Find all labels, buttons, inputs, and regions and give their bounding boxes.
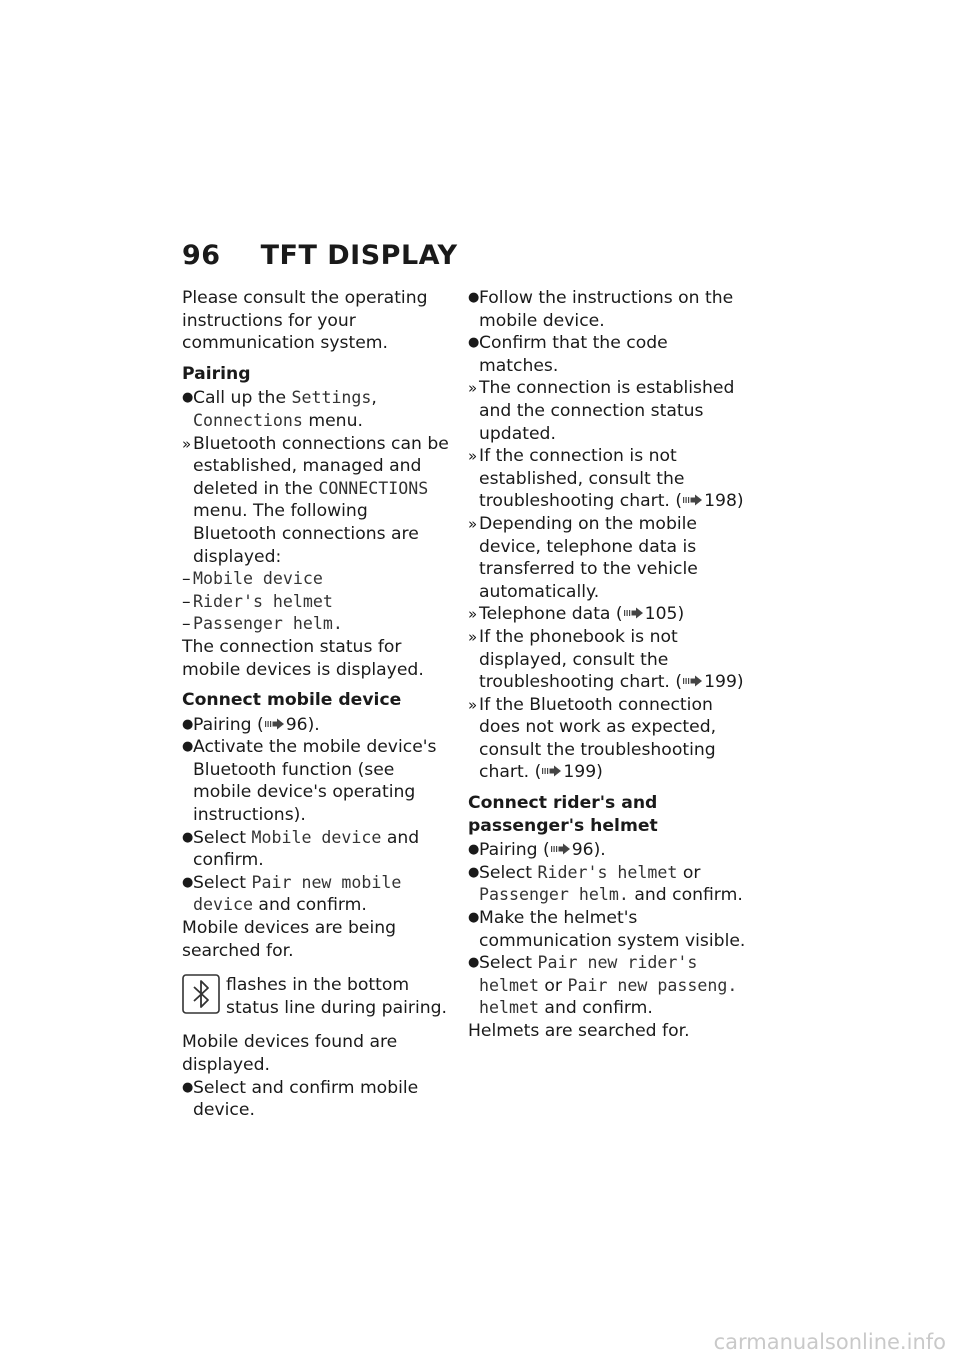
- result-arrow-icon: »: [468, 605, 478, 624]
- result-arrow-icon: »: [468, 695, 478, 714]
- result-item: » The connection is established and the connection status updated.: [468, 378, 735, 444]
- page-reference[interactable]: 198: [704, 491, 737, 512]
- bullet-icon: ●: [182, 874, 194, 890]
- page-reference[interactable]: 96: [571, 840, 594, 861]
- result-item: » Bluetooth connections can be established, managed and deleted in the CONNECTIONS menu. The following Bluetooth connections are displayed:: [182, 433, 449, 567]
- list-item: ● Pairing ( 96).: [182, 714, 320, 735]
- helmets-searching-note: Helmets are searched for.: [468, 1021, 690, 1041]
- section-heading-connect-mobile: Connect mobile device: [182, 690, 402, 711]
- result-item: » Depending on the mobile device, telephone data is transferred to the vehicle automatically.: [468, 513, 698, 602]
- result-arrow-icon: »: [468, 447, 478, 466]
- bluetooth-icon: [182, 974, 220, 1014]
- menu-term-settings: Settings: [291, 388, 372, 408]
- result-arrow-icon: »: [468, 514, 478, 533]
- arrow-reference-icon: [682, 675, 704, 687]
- result-item: » If the Bluetooth connection does not work as expected, consult the troubleshooting chart. ( 199): [468, 694, 717, 783]
- bullet-icon: ●: [468, 864, 480, 880]
- arrow-reference-icon: [541, 765, 563, 777]
- page-number: 96: [182, 240, 221, 271]
- bullet-icon: ●: [468, 910, 480, 926]
- menu-term: Passenger helm.: [479, 885, 629, 905]
- result-arrow-icon: »: [182, 434, 192, 453]
- result-item: » If the connection is not established, consult the troubleshooting chart. ( 198): [468, 446, 744, 512]
- result-item: » If the phonebook is not displayed, consult the troubleshooting chart. ( 199): [468, 626, 744, 693]
- bullet-icon: ●: [468, 955, 480, 971]
- page-reference[interactable]: 96: [285, 714, 308, 735]
- watermark: carmanualsonline.info: [713, 1330, 946, 1354]
- dash-list-item: – Mobile device: [182, 569, 323, 590]
- bullet-icon: ●: [468, 335, 480, 351]
- result-item: » Telephone data ( 105): [468, 604, 685, 625]
- dash-icon: –: [182, 569, 191, 590]
- bullet-icon: ●: [182, 1079, 194, 1095]
- page-header: [182, 240, 458, 271]
- dash-icon: –: [182, 591, 191, 612]
- dash-icon: –: [182, 614, 191, 635]
- result-arrow-icon: »: [468, 379, 478, 398]
- status-note: The connection status for mobile devices is displayed.: [182, 636, 424, 680]
- list-item: ● Pairing ( 96).: [468, 840, 606, 861]
- list-item: ● Make the helmet's communication system visible.: [468, 908, 746, 951]
- arrow-reference-icon: [550, 843, 572, 855]
- page-reference[interactable]: 199: [563, 762, 597, 783]
- left-column: [182, 287, 450, 1122]
- bullet-icon: ●: [182, 716, 194, 732]
- menu-term-connections-caps: CONNECTIONS: [318, 478, 429, 498]
- menu-term: Mobile device: [251, 827, 382, 847]
- list-item: ● Confirm that the code matches.: [468, 333, 668, 376]
- list-item: ● Select Pair new rider's helmet or Pair new passeng. helmet and confirm.: [468, 953, 738, 1019]
- bullet-icon: ●: [182, 390, 194, 406]
- bullet-icon: ●: [468, 290, 480, 305]
- page-title: TFT DISPLAY: [260, 240, 458, 271]
- menu-term: Pair new rider's helmet: [479, 953, 698, 995]
- list-item: ● Activate the mobile device's Bluetooth function (see mobile device's operating instructions).: [182, 737, 437, 826]
- section-heading-pairing: Pairing: [182, 363, 251, 384]
- arrow-reference-icon: [623, 607, 645, 619]
- menu-term: Pair new mobile device: [193, 872, 402, 915]
- list-item: ● Select and confirm mobile device.: [182, 1077, 419, 1121]
- page-reference[interactable]: 105: [644, 604, 678, 625]
- result-arrow-icon: »: [468, 627, 478, 646]
- list-item: ● Call up the Settings, Connections menu.: [182, 388, 377, 431]
- arrow-reference-icon: [682, 494, 704, 506]
- list-item: ● Select Rider's helmet or Passenger helm. and confirm.: [468, 862, 743, 906]
- menu-term: Pair new passeng. helmet: [479, 975, 738, 1018]
- right-column: [468, 287, 748, 1051]
- list-item: ● Select Pair new mobile device and confirm.: [182, 872, 402, 916]
- bullet-icon: ●: [182, 739, 194, 755]
- list-item: ● Select Mobile device and confirm.: [182, 827, 420, 871]
- page-reference[interactable]: 199: [704, 672, 737, 693]
- searching-note: Mobile devices are being searched for.: [182, 918, 397, 961]
- bluetooth-note: flashes in the bottom status line during pairing.: [182, 974, 450, 1019]
- bullet-icon: ●: [182, 829, 194, 845]
- menu-term-connections: Connections: [193, 410, 303, 430]
- menu-term: Rider's helmet: [537, 862, 678, 882]
- intro-paragraph: Please consult the operating instructions for your communication system.: [182, 288, 428, 354]
- list-item: ● Follow the instructions on the mobile device.: [468, 288, 734, 331]
- section-heading-helmet: Connect rider's and passenger's helmet: [468, 793, 658, 836]
- found-note: Mobile devices found are displayed.: [182, 1032, 398, 1075]
- dash-list-item: – Rider's helmet: [182, 591, 333, 612]
- arrow-reference-icon: [264, 718, 286, 730]
- dash-list-item: – Passenger helm.: [182, 614, 343, 635]
- bullet-icon: ●: [468, 842, 480, 858]
